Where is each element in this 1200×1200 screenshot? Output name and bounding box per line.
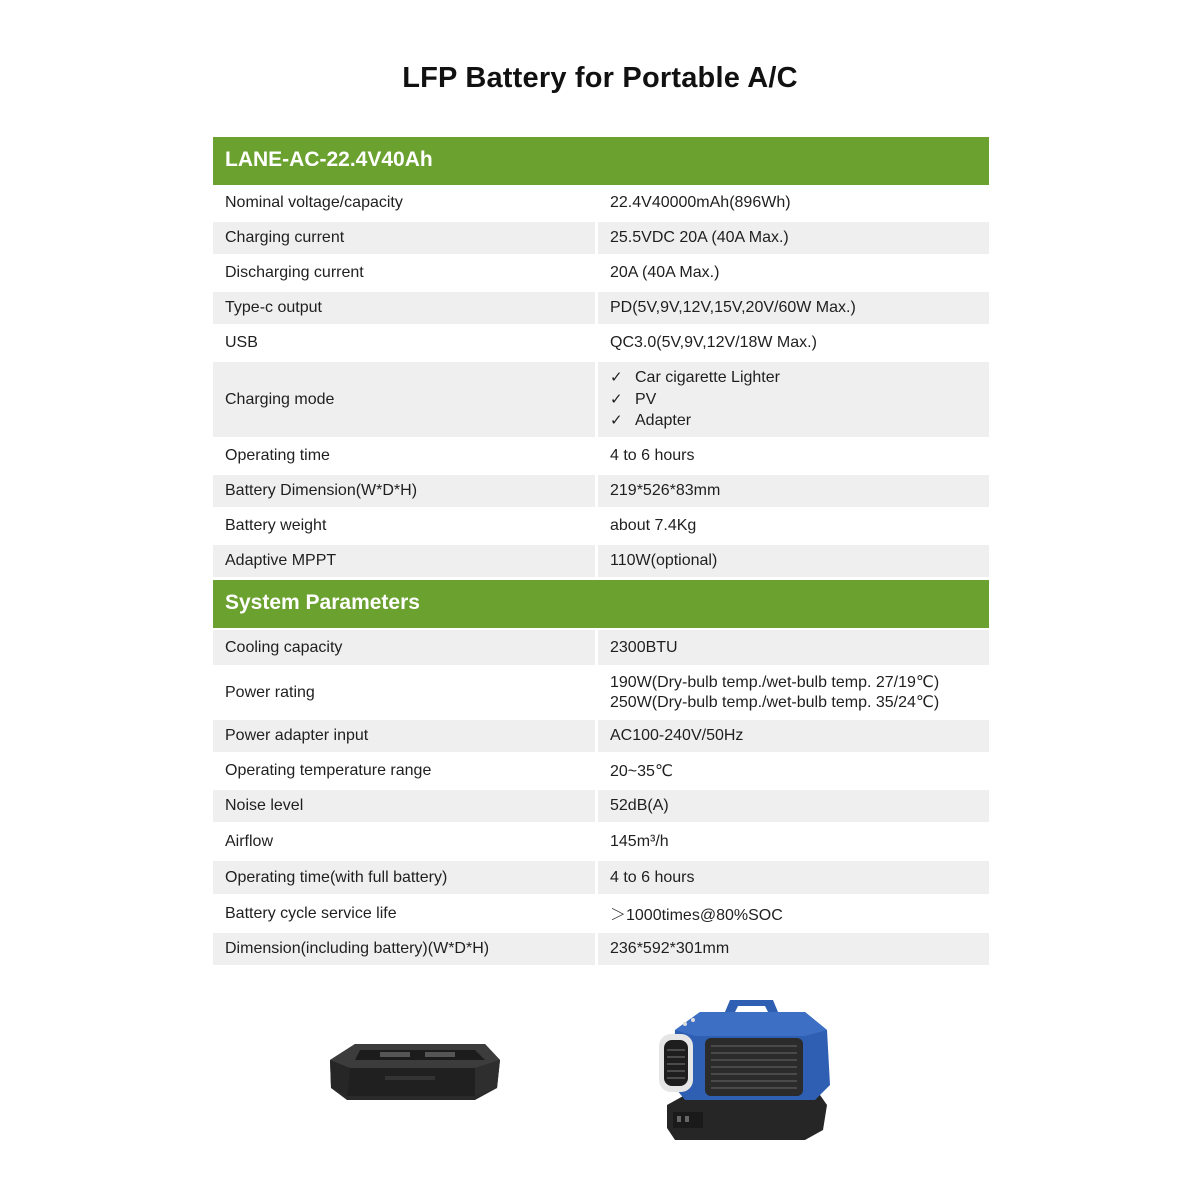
row-label: Charging mode (213, 362, 598, 437)
value-line: 190W(Dry-bulb temp./wet-bulb temp. 27/19℃) (610, 674, 940, 691)
row-value-list (598, 362, 989, 437)
battery-pack-image (325, 1038, 505, 1108)
row-label: Type-c output (213, 292, 598, 324)
row-value: 236*592*301mm (598, 933, 989, 965)
row-label: Operating temperature range (213, 755, 598, 787)
row-label: Nominal voltage/capacity (213, 187, 598, 219)
row-value: 2300BTU (598, 630, 989, 665)
row-value: 22.4V40000mAh(896Wh) (610, 194, 791, 211)
table-row (213, 545, 989, 580)
table-row (213, 755, 989, 790)
row-label: Battery cycle service life (213, 897, 598, 930)
table-row (213, 257, 989, 292)
list-item (610, 367, 780, 389)
row-label: Operating time (213, 440, 598, 472)
row-value: 52dB(A) (598, 790, 989, 822)
row-value: PD(5V,9V,12V,15V,20V/60W Max.) (598, 292, 989, 324)
table-row (213, 720, 989, 755)
row-value: ＞1000times@80%SOC (610, 907, 783, 924)
row-label: Airflow (213, 825, 598, 858)
row-value: 219*526*83mm (598, 475, 989, 507)
table-row (213, 897, 989, 933)
row-label: Cooling capacity (213, 630, 598, 665)
table-row (213, 790, 989, 825)
table-row (213, 292, 989, 327)
row-value: about 7.4Kg (610, 517, 697, 534)
row-label: Operating time(with full battery) (213, 861, 598, 894)
row-value: 110W(optional) (598, 545, 989, 577)
row-label: Noise level (213, 790, 598, 822)
table-row (213, 510, 989, 545)
check-icon: ✓ (610, 412, 623, 430)
table-row (213, 362, 989, 440)
row-label: Power adapter input (213, 720, 598, 752)
row-label: USB (213, 327, 598, 359)
row-value: 25.5VDC 20A (40A Max.) (598, 222, 989, 254)
product-images (0, 1000, 1200, 1160)
row-value: 4 to 6 hours (610, 447, 695, 464)
check-icon: ✓ (610, 390, 623, 408)
table-row (213, 861, 989, 897)
row-label: Dimension(including battery)(W*D*H) (213, 933, 598, 965)
check-icon: ✓ (610, 369, 623, 387)
value-line: 250W(Dry-bulb temp./wet-bulb temp. 35/24℃) (610, 693, 940, 711)
list-item (610, 389, 780, 411)
row-label: Discharging current (213, 257, 598, 289)
row-label: Adaptive MPPT (213, 545, 598, 577)
spec-table (213, 137, 989, 968)
table-row (213, 440, 989, 475)
list-item-label: PV (635, 390, 657, 408)
section-header-battery: LANE-AC-22.4V40Ah (213, 137, 989, 187)
table-row (213, 327, 989, 362)
row-value-multiline (598, 668, 989, 717)
table-row (213, 668, 989, 720)
row-value: 4 to 6 hours (598, 861, 989, 894)
table-row (213, 187, 989, 222)
row-value: QC3.0(5V,9V,12V/18W Max.) (610, 334, 817, 351)
row-value: 20~35℃ (610, 763, 673, 780)
row-label: Battery Dimension(W*D*H) (213, 475, 598, 507)
charging-mode-list (610, 367, 780, 432)
portable-ac-image (655, 1000, 835, 1145)
list-item-label: Car cigarette Lighter (635, 369, 780, 387)
row-label: Charging current (213, 222, 598, 254)
row-value: 145m³/h (610, 832, 669, 850)
section-header-system: System Parameters (213, 580, 989, 630)
row-value: AC100-240V/50Hz (598, 720, 989, 752)
row-value: 20A (40A Max.) (610, 264, 720, 281)
page-title: LFP Battery for Portable A/C (402, 62, 798, 94)
table-row (213, 630, 989, 668)
list-item-label: Adapter (635, 412, 692, 430)
table-row (213, 475, 989, 510)
table-row (213, 933, 989, 968)
table-row (213, 222, 989, 257)
row-label: Battery weight (213, 510, 598, 542)
row-label: Power rating (213, 668, 598, 717)
list-item (610, 410, 780, 432)
table-row (213, 825, 989, 861)
